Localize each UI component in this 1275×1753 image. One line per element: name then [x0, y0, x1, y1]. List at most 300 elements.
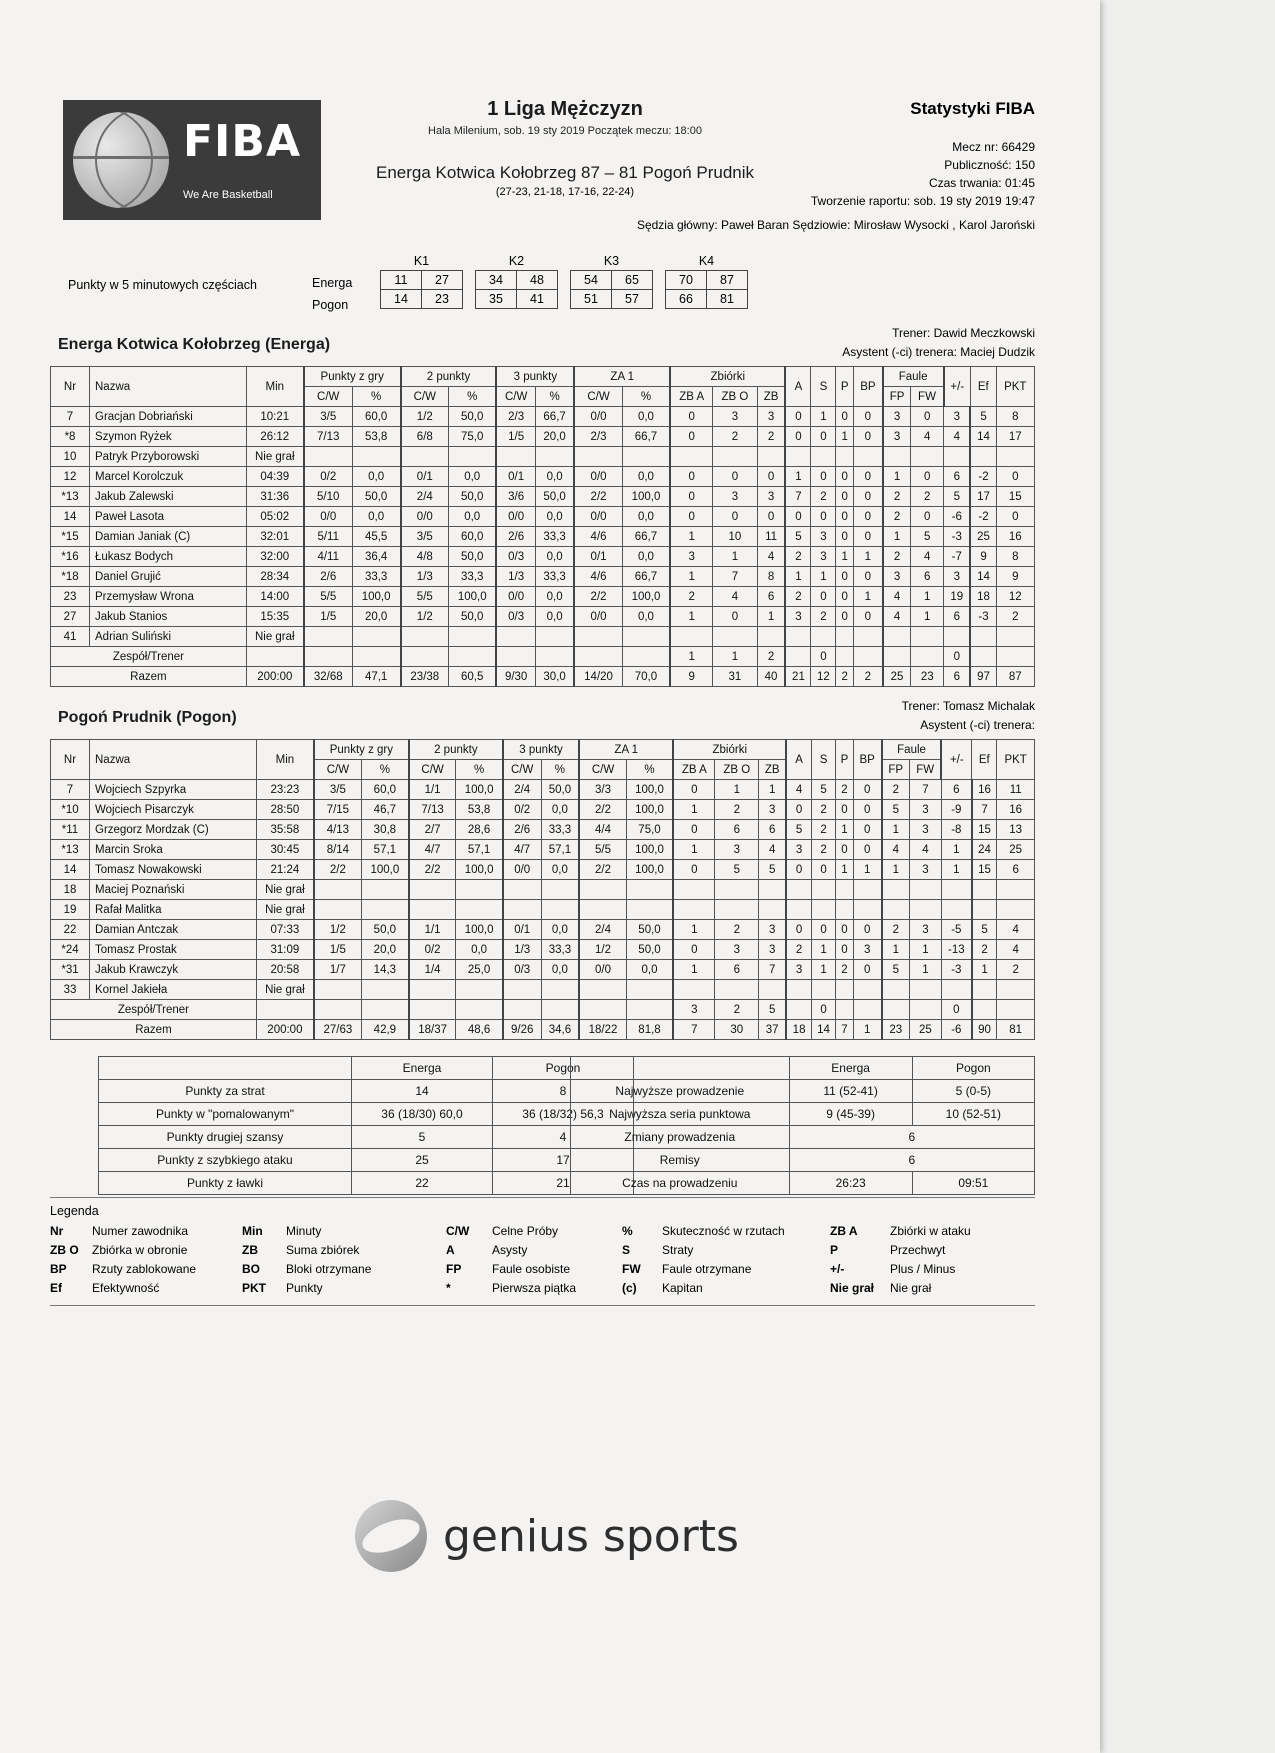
team-stats-table-left — [98, 1056, 634, 1195]
cell: 12 — [51, 467, 90, 487]
cell: Łukasz Bodych — [90, 547, 247, 567]
cell: 0/0 — [579, 960, 626, 980]
cell: 20,0 — [361, 940, 408, 960]
cell: 0 — [811, 647, 836, 667]
legend-value: Przechwyt — [890, 1243, 946, 1257]
cell: 50,0 — [626, 920, 673, 940]
cell: 3 — [759, 800, 787, 820]
legend-key: BO — [242, 1262, 260, 1276]
cell: 13 — [997, 820, 1035, 840]
col-p: P — [836, 367, 854, 407]
cell: 23/38 — [401, 667, 449, 687]
table-row — [51, 507, 1035, 527]
five-minute-team-1: Energa — [312, 276, 353, 290]
team-comparison-section — [50, 1056, 1035, 1190]
cell: Marcin Sroka — [90, 840, 257, 860]
cell: 7 — [51, 407, 90, 427]
cell: 0 — [785, 427, 811, 447]
cell: 2 — [911, 487, 944, 507]
list-item — [571, 1126, 1035, 1149]
cell: 3 — [811, 547, 836, 567]
cell: 0,0 — [541, 920, 579, 940]
mini-col-header: Pogon — [912, 1057, 1034, 1080]
team-staff-home — [842, 324, 1035, 361]
cell: 4 — [786, 780, 811, 800]
cell: 0 — [944, 647, 971, 667]
legend-value: Kapitan — [662, 1281, 703, 1295]
q1-energa-b: 27 — [435, 273, 449, 287]
cell: 25 — [909, 1020, 941, 1040]
cell: *13 — [51, 487, 90, 507]
cell: 0 — [853, 960, 882, 980]
table-row — [51, 567, 1035, 587]
cell: *11 — [51, 820, 90, 840]
cell: 1 — [911, 607, 944, 627]
cell: 3 — [715, 940, 759, 960]
cell: 1/2 — [401, 407, 449, 427]
col-zba: ZB A — [673, 760, 715, 780]
mini-col-header: Energa — [789, 1057, 912, 1080]
table-row — [51, 940, 1035, 960]
cell: 2 — [785, 547, 811, 567]
cell: 1 — [673, 960, 715, 980]
cell: 33 — [51, 980, 90, 1000]
cell: 3/5 — [314, 780, 361, 800]
cell — [314, 980, 361, 1000]
cell — [670, 447, 713, 467]
cell: 2 — [882, 780, 910, 800]
cell: 6 — [944, 667, 971, 687]
cell: 17 — [996, 427, 1034, 447]
cell: 09:51 — [912, 1172, 1034, 1195]
cell: 7 — [972, 800, 997, 820]
cell — [352, 647, 400, 667]
cell: Nie grał — [256, 880, 314, 900]
cell: 0 — [836, 587, 854, 607]
col-ft: ZA 1 — [574, 367, 670, 387]
cell: 7/13 — [304, 427, 352, 447]
cell: 5 — [970, 407, 996, 427]
cell — [449, 627, 497, 647]
table-row — [51, 467, 1035, 487]
cell: 1 — [882, 940, 910, 960]
cell: 0 — [673, 780, 715, 800]
cell: 0/1 — [401, 467, 449, 487]
cell: 14 — [352, 1080, 493, 1103]
cell: 0/3 — [496, 607, 535, 627]
legend-value: Zbiórki w ataku — [890, 1224, 971, 1238]
cell: Tomasz Prostak — [90, 940, 257, 960]
q3-energa-a: 54 — [571, 271, 612, 289]
col-name: Nazwa — [90, 740, 257, 780]
mini-col-header — [99, 1057, 352, 1080]
cell — [622, 447, 670, 467]
fiba-brand: FIBA — [183, 115, 302, 167]
cell: 4 — [883, 587, 911, 607]
cell: Nie grał — [246, 447, 304, 467]
cell: 4 — [882, 840, 910, 860]
header-right — [811, 96, 1035, 210]
cell: 0 — [911, 467, 944, 487]
table-row — [51, 960, 1035, 980]
cell: 2 — [854, 667, 883, 687]
cell: 1 — [941, 840, 971, 860]
col-cw: C/W — [304, 387, 352, 407]
cell: 1 — [811, 940, 835, 960]
cell: 7 — [51, 780, 90, 800]
cell — [409, 980, 456, 1000]
cell — [626, 880, 673, 900]
cell — [972, 980, 997, 1000]
col-bp: BP — [854, 367, 883, 407]
cell: 1 — [673, 920, 715, 940]
cell: 0 — [853, 920, 882, 940]
quarter-block-k4 — [665, 254, 748, 309]
cell: 8 — [493, 1080, 634, 1103]
cell: 50,0 — [352, 487, 400, 507]
cell: 0/0 — [574, 467, 622, 487]
cell: 1 — [882, 860, 910, 880]
cell: 5 — [352, 1126, 493, 1149]
legend-value: Asysty — [492, 1243, 528, 1257]
cell — [785, 627, 811, 647]
cell: 30:45 — [256, 840, 314, 860]
cell — [786, 1000, 811, 1020]
cell — [401, 447, 449, 467]
table-row — [51, 447, 1035, 467]
cell: 5/10 — [304, 487, 352, 507]
cell — [972, 900, 997, 920]
cell: Razem — [51, 1020, 257, 1040]
cell: 0 — [911, 507, 944, 527]
cell: 2/2 — [579, 800, 626, 820]
legend-key: ZB A — [830, 1224, 858, 1238]
cell: 0/2 — [409, 940, 456, 960]
cell: 0 — [941, 1000, 971, 1020]
cell: 0 — [853, 820, 882, 840]
legend-value: Minuty — [286, 1224, 322, 1238]
cell: 100,0 — [626, 800, 673, 820]
cell: 50,0 — [361, 920, 408, 940]
team-staff-away — [902, 697, 1035, 734]
col-min: Min — [246, 367, 304, 407]
cell: 0 — [670, 427, 713, 447]
cell — [361, 880, 408, 900]
cell — [997, 1000, 1035, 1020]
cell: 75,0 — [449, 427, 497, 447]
cell: 50,0 — [449, 607, 497, 627]
legend-value: Skuteczność w rzutach — [662, 1224, 785, 1238]
cell: 0/2 — [503, 800, 541, 820]
cell: 26:12 — [246, 427, 304, 447]
cell: Adrian Suliński — [90, 627, 247, 647]
cell: 3 — [883, 427, 911, 447]
cell: 0 — [836, 920, 853, 940]
cell: 20,0 — [352, 607, 400, 627]
cell: 5 — [882, 800, 910, 820]
cell — [626, 1000, 673, 1020]
table-row — [51, 427, 1035, 447]
col-pct: % — [541, 760, 579, 780]
cell: 47,1 — [352, 667, 400, 687]
cell: 30 — [715, 1020, 759, 1040]
cell — [854, 447, 883, 467]
q3-energa-b: 65 — [625, 273, 639, 287]
cell: Grzegorz Mordzak (C) — [90, 820, 257, 840]
cell: 1 — [785, 467, 811, 487]
cell: 0/0 — [574, 607, 622, 627]
legend-divider — [50, 1305, 1035, 1306]
cell: 28:50 — [256, 800, 314, 820]
cell: 0 — [911, 407, 944, 427]
cell — [535, 647, 574, 667]
cell: 26:23 — [789, 1172, 912, 1195]
coach-home: Trener: Dawid Meczkowski — [892, 326, 1035, 340]
cell — [853, 1000, 882, 1020]
cell — [496, 647, 535, 667]
cell — [496, 627, 535, 647]
legend-key: C/W — [446, 1224, 470, 1238]
cell — [853, 880, 882, 900]
cell — [715, 980, 759, 1000]
cell: 0 — [836, 567, 854, 587]
cell: 14/20 — [574, 667, 622, 687]
cell: 0 — [713, 507, 758, 527]
cell: 57,1 — [541, 840, 579, 860]
cell — [304, 647, 352, 667]
cell: Punkty z szybkiego ataku — [99, 1149, 352, 1172]
league-title: 1 Liga Mężczyzn — [487, 98, 643, 120]
cell — [401, 627, 449, 647]
cell: 32/68 — [304, 667, 352, 687]
cell: 1 — [836, 860, 853, 880]
cell: 5 — [811, 780, 835, 800]
cell: 5 — [715, 860, 759, 880]
cell: 0 — [811, 427, 836, 447]
cell: 8/14 — [314, 840, 361, 860]
cell: 0 — [836, 467, 854, 487]
cell — [401, 647, 449, 667]
cell — [361, 900, 408, 920]
team-header-home — [50, 324, 1035, 366]
col-zbo: ZB O — [713, 387, 758, 407]
legend-grid — [50, 1224, 1035, 1295]
cell: 87 — [996, 667, 1034, 687]
quarter-label-k4: K4 — [698, 254, 715, 268]
cell — [673, 900, 715, 920]
period-scores: (27-23, 21-18, 17-16, 22-24) — [495, 186, 635, 198]
cell: 17 — [970, 487, 996, 507]
cell — [715, 880, 759, 900]
col-p: P — [836, 740, 853, 780]
legend-key: % — [622, 1224, 633, 1238]
cell — [579, 900, 626, 920]
cell: 0/0 — [496, 587, 535, 607]
cell: 20:58 — [256, 960, 314, 980]
cell: 1 — [909, 960, 941, 980]
col-ef: Ef — [972, 740, 997, 780]
cell: Nie grał — [256, 980, 314, 1000]
cell — [503, 900, 541, 920]
cell: 2 — [997, 960, 1035, 980]
cell — [541, 980, 579, 1000]
table-row-team — [51, 1000, 1035, 1020]
cell: 4 — [944, 427, 971, 447]
cell — [836, 1000, 853, 1020]
cell: 1/4 — [409, 960, 456, 980]
cell: Kornel Jakieła — [90, 980, 257, 1000]
cell — [541, 880, 579, 900]
cell: 4/6 — [574, 527, 622, 547]
cell: 1/1 — [409, 920, 456, 940]
col-cw: C/W — [401, 387, 449, 407]
cell: 9 — [996, 567, 1034, 587]
cell: 200:00 — [246, 667, 304, 687]
cell: 2 — [811, 820, 835, 840]
col-bp: BP — [853, 740, 882, 780]
cell: 5 — [759, 1000, 787, 1020]
cell: 3 — [909, 820, 941, 840]
cell: 15 — [996, 487, 1034, 507]
cell: 23 — [882, 1020, 910, 1040]
cell: 3 — [883, 567, 911, 587]
cell: 4 — [997, 940, 1035, 960]
cell: 0,0 — [622, 507, 670, 527]
cell: *16 — [51, 547, 90, 567]
col-ft: ZA 1 — [579, 740, 673, 760]
five-minute-team-2: Pogon — [312, 298, 349, 312]
table-row — [51, 900, 1035, 920]
attendance: Publiczność: 150 — [944, 157, 1035, 172]
cell: 7 — [713, 567, 758, 587]
cell — [579, 1000, 626, 1020]
cell: 1/3 — [496, 567, 535, 587]
cell: 4 — [997, 920, 1035, 940]
cell: 2 — [883, 547, 911, 567]
legend-value: Plus / Minus — [890, 1262, 956, 1276]
cell: 07:33 — [256, 920, 314, 940]
cell: 9 — [970, 547, 996, 567]
report-created: Tworzenie raportu: sob. 19 sty 2019 19:47 — [810, 193, 1035, 208]
referees: Sędzia główny: Paweł Baran Sędziowie: Mirosław Wysocki , Karol Jaroński — [636, 218, 1035, 232]
col-nr: Nr — [51, 367, 90, 407]
cell: 11 (52-41) — [789, 1080, 912, 1103]
cell — [836, 447, 854, 467]
cell: 14 — [970, 567, 996, 587]
legend-key: ZB O — [50, 1243, 79, 1257]
cell: 3 — [757, 407, 785, 427]
cell: 17 — [493, 1149, 634, 1172]
cell: 0,0 — [541, 860, 579, 880]
cell: 100,0 — [626, 860, 673, 880]
cell: 0,0 — [352, 467, 400, 487]
cell: 0,0 — [622, 407, 670, 427]
cell: 40 — [757, 667, 785, 687]
cell: 3/6 — [496, 487, 535, 507]
q1-pogon-a: 14 — [381, 290, 422, 308]
col-s: S — [811, 740, 835, 780]
cell — [304, 447, 352, 467]
cell: 6 — [789, 1126, 1034, 1149]
cell: 2 — [883, 487, 911, 507]
cell — [670, 627, 713, 647]
cell — [997, 880, 1035, 900]
cell: -5 — [941, 920, 971, 940]
table-row — [51, 880, 1035, 900]
cell: 16 — [972, 780, 997, 800]
cell: 2 — [757, 647, 785, 667]
fiba-tagline: We Are Basketball — [183, 188, 273, 201]
cell: 0 — [785, 407, 811, 427]
cell: 04:39 — [246, 467, 304, 487]
cell: 0/0 — [574, 407, 622, 427]
cell: 53,8 — [456, 800, 503, 820]
col-cw: C/W — [574, 387, 622, 407]
table-row-total — [51, 667, 1035, 687]
cell — [503, 1000, 541, 1020]
cell — [785, 647, 811, 667]
cell: 1 — [670, 607, 713, 627]
cell — [449, 447, 497, 467]
cell: 5 (0-5) — [912, 1080, 1034, 1103]
cell — [759, 880, 787, 900]
cell: 33,3 — [535, 527, 574, 547]
cell: 0 — [836, 487, 854, 507]
cell: 0/0 — [574, 507, 622, 527]
cell: 1 — [836, 820, 853, 840]
legend-value: Rzuty zablokowane — [92, 1262, 197, 1276]
cell: 100,0 — [456, 860, 503, 880]
fiba-logo — [63, 100, 321, 220]
cell — [673, 980, 715, 1000]
col-cw: C/W — [503, 760, 541, 780]
cell: 100,0 — [352, 587, 400, 607]
cell: 0 — [786, 800, 811, 820]
cell: *31 — [51, 960, 90, 980]
cell: 11 — [757, 527, 785, 547]
assistant-home: Asystent (-ci) trenera: Maciej Dudzik — [842, 344, 1035, 359]
cell: 0,0 — [541, 960, 579, 980]
cell — [883, 647, 911, 667]
cell: 6 — [997, 860, 1035, 880]
cell: 15 — [972, 820, 997, 840]
cell: 4/4 — [579, 820, 626, 840]
cell: 7 — [909, 780, 941, 800]
cell — [996, 447, 1034, 467]
cell: 2 — [836, 667, 854, 687]
col-cw: C/W — [314, 760, 361, 780]
cell: 1 — [673, 800, 715, 820]
cell: 0,0 — [622, 547, 670, 567]
cell: 3 — [909, 800, 941, 820]
cell: 25 — [352, 1149, 493, 1172]
cell: 1/1 — [409, 780, 456, 800]
stats-title: Statystyki FIBA — [910, 99, 1035, 118]
cell: 5/5 — [304, 587, 352, 607]
cell: 18 — [970, 587, 996, 607]
cell: 50,0 — [626, 940, 673, 960]
cell: 100,0 — [449, 587, 497, 607]
cell: 6 — [759, 820, 787, 840]
quarter-block-k2 — [475, 254, 558, 309]
cell: Jakub Stanios — [90, 607, 247, 627]
genius-sports-logo-icon — [355, 1500, 427, 1572]
cell — [304, 627, 352, 647]
cell: 0 — [757, 507, 785, 527]
legend-value: Suma zbiórek — [286, 1243, 360, 1257]
cell: 0 — [854, 527, 883, 547]
cell: 36 (18/32) 56,3 — [493, 1103, 634, 1126]
